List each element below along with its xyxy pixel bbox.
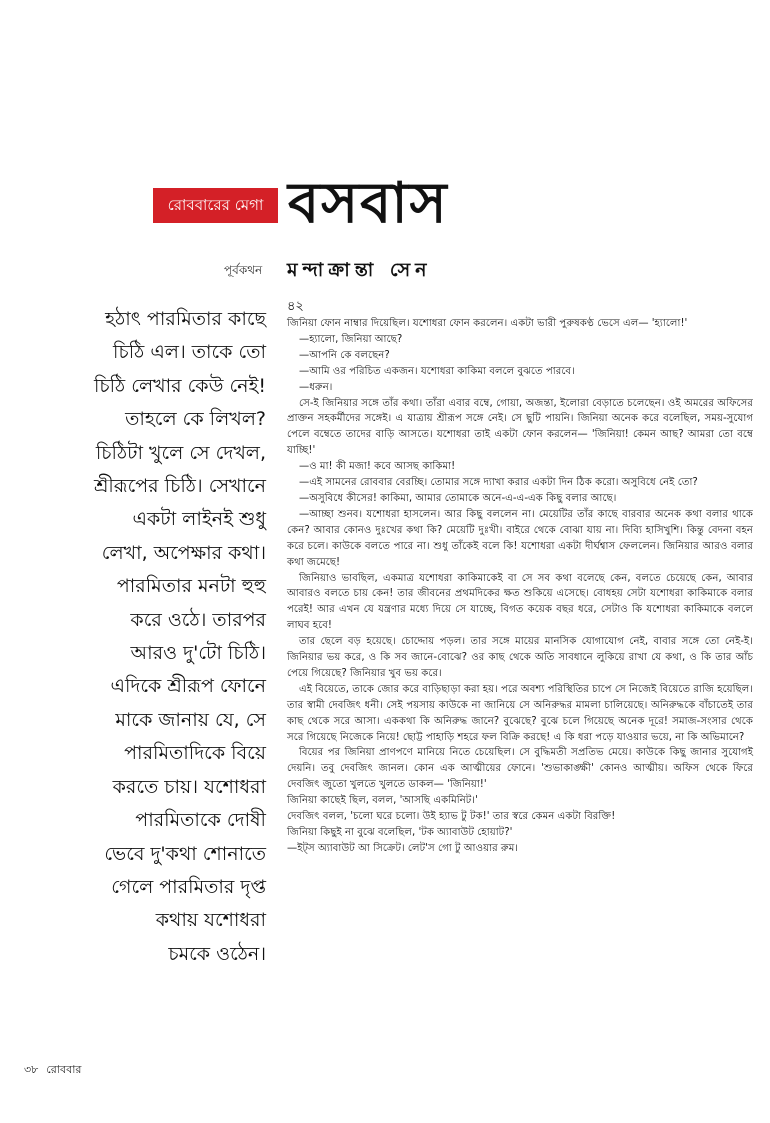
article-body (287, 316, 753, 857)
blurb-line: আরও দু'টো চিঠি। (130, 642, 266, 665)
blurb-line: করে ওঠে। তারপর (130, 608, 266, 631)
series-tag: রোববারের মেগা (153, 188, 278, 223)
blurb-line: পারমিতাদিকে বিয়ে (124, 742, 266, 765)
blurb-line: পারমিতাকে দোষী (135, 809, 266, 832)
page-footer (24, 1061, 90, 1080)
blurb-line: একটা লাইনই শুধু (132, 508, 266, 531)
article-paragraph: এই বিয়েতে, তাকে জোর করে বাড়িছাড়া করা হয়। পরে অবশ্য পরিস্থিতির চাপে সে নিজেই বিয়েতে রাজি হয়েছিল। তার স্বামী দেবজিৎ ধনী। সেই পয়সায় কাউকে না জানিয়ে সে অনিরুদ্ধর মামলা চালিয়েছে। অনিরুদ্ধকে বাঁচাতেই তার কাছ থেকে সরে আসা। এককথা কি অনিরুদ্ধ জানে? বুঝেছে? বুঝে চলে গিয়েছে অনেক দূরে! সমাজ-সংসার থেকে সরে গিয়েছে নিজেকে নিয়ে! ছোট্ট পাহাড়ি শহরে ফল বিক্রি করছে! এ কি ধরা পড়ে যাওয়ার ভয়ে, না কি অভিমানে? (287, 683, 753, 743)
article-paragraph: বিয়ের পর জিনিয়া প্রাণপণে মানিয়ে নিতে চেয়েছিল। সে বুদ্ধিমতী সপ্রতিভ মেয়ে। কাউকে কিছু জানার সুযোগই দেয়নি। তবু দেবজিৎ জানল। কোন এক আত্মীয়ের ফোনে। 'শুভাকাঙ্ক্ষী' কোনও আত্মীয়। অফিস থেকে ফিরে দেবজিৎ জুতো খুলতে খুলতে ডাকল— 'জিনিয়া!' (287, 747, 753, 791)
blurb-line: এদিকে শ্রীরূপ ফোনে (110, 675, 266, 698)
summary-blurb (36, 303, 266, 971)
page-number: ৩৮ (24, 1063, 39, 1076)
article-paragraph: —ও মা! কী মজা! কবে আসছ কাকিমা! (299, 461, 456, 473)
article-paragraph: —ইট্স অ্যাবাউট আ সিক্রেট। লেট'স গো টু আওয়ার রুম। (287, 842, 519, 854)
article-paragraph: সে-ই জিনিয়ার সঙ্গে তাঁর কথা। তাঁরা এবার বম্বে, গোয়া, অজন্তা, ইলোরা বেড়াতে চলেছেন। ওই অমরের অফিসের প্রাক্তন সহকর্মীদের সঙ্গেই। এ যাত্রায় শ্রীরূপ সঙ্গে নেই। সে ছুটি পায়নি। জিনিয়া অনেক করে বলেছিল, সময়-সুযোগ পেলে বম্বেতে তাদের বাড়ি আসতে। যশোধরা তাই একটা ফোন করলেন— 'জিনিয়া! কেমন আছ? আমরা তো বম্বে যাচ্ছি!' (287, 397, 753, 457)
blurb-line: চিঠি এল। তাকে তো (113, 341, 266, 364)
blurb-line: গেলে পারমিতার দৃপ্ত (111, 875, 266, 898)
article-paragraph: —ধরুন। (299, 381, 333, 393)
blurb-line: করতে চায়। যশোধরা (112, 775, 266, 798)
article-paragraph: —এই সামনের রোববার বেরচ্ছি। তোমার সঙ্গে দ্যাখা করার একটা দিন ঠিক করো। অসুবিধে নেই তো? (299, 477, 698, 489)
blurb-line: শ্রীরূপের চিঠি। সেখানে (94, 475, 266, 498)
article-paragraph: জিনিয়া কাছেই ছিল, বলল, 'আসছি একমিনিট।' (287, 795, 478, 807)
blurb-line: পারমিতার মনটা হুহু (116, 575, 266, 598)
article-paragraph: —আমি ওর পরিচিত একজন। যশোধরা কাকিমা বললে বুঝতে পারবে। (299, 365, 575, 377)
blurb-line: চমকে ওঠেন। (168, 942, 266, 965)
blurb-line: লেখা, অপেক্ষার কথা। (101, 541, 266, 564)
article-paragraph: জিনিয়াও ভাবছিল, একমাত্র যশোধরা কাকিমাকেই বা সে সব কথা বলেছে কেন, বলতে চেয়েছে কেন, আবার আবারও বলতে চায় কেন! তার জীবনের প্রথমদিকের ক্ষত শুকিয়ে এসেছে। বোধহয় সেটা যশোধরা কাকিমাকে বলার পরেই! আর এখন যে যন্ত্রণার মধ্যে দিয়ে সে যাচ্ছে, বিগত কয়েক বছর ধরে, সেটাও কি যশোধরা কাকিমাকে বললে লাঘব হবে! (287, 572, 753, 632)
article-paragraph: জিনিয়া ফোন নাম্বার দিয়েছিল। যশোধরা ফোন করলেন। একটা ভারী পুরুষকণ্ঠ ভেসে এল— 'হ্যালো!' (287, 318, 688, 329)
article-paragraph: জিনিয়া কিছুই না বুঝে বলেছিল, 'টক অ্যাবাউট হোয়াট?' (287, 827, 513, 838)
article-paragraph: —হ্যালো, জিনিয়া আছে? (299, 333, 403, 345)
prelude-label: পূর্বকথন (224, 263, 263, 277)
article-paragraph: —আপনি কে বলছেন? (299, 349, 390, 361)
blurb-line: ভেবে দু'কথা শোনাতে (104, 842, 266, 865)
blurb-line: মাকে জানায় যে, সে (115, 708, 266, 731)
blurb-line: চিঠিটা খুলে সে দেখল, (95, 441, 266, 464)
article-paragraph: —আচ্ছা শুনব। যশোধরা হাসলেন। আর কিছু বললেন না। মেয়েটির তাঁর কাছে বারবার অনেক কথা বলার থাকে কেন? আবার কোনও দুঃখের কথা কি? মেয়েটি দুঃখী। বাইরে থেকে বোঝা যায় না। দিব্যি হাসিখুশি। কিন্তু বেদনা বহন করে চলে। কাউকে বলতে পারে না। শুধু তাঁকেই বলে কি! যশোধরা একটা দীর্ঘশ্বাস ফেললেন। জিনিয়ার আরও বলার কথা জমেছে! (287, 508, 753, 568)
magazine-name: রোববার (46, 1063, 82, 1076)
blurb-line: চিঠি লেখার কেউ নেই! (93, 374, 266, 397)
article-paragraph: দেবজিৎ বলল, 'চলো ঘরে চলো। উই হ্যাভ টু টক!' তার স্বরে কেমন একটা বিরক্তি! (287, 811, 616, 823)
blurb-line: কথায় যশোধরা (155, 909, 266, 932)
story-title: বসবাস (288, 171, 449, 236)
episode-number: ৪২ (287, 299, 304, 314)
author-name: মন্দাক্রান্তা সেন (287, 259, 432, 281)
article-paragraph: তার ছেলে বড় হয়েছে। চোদ্দোয় পড়ল। তার সঙ্গে মায়ের মানসিক যোগাযোগ নেই, বাবার সঙ্গে তো নেই-ই। জিনিয়ার ভয় করে, ও কি সব জানে-বোঝে? ওর কাছ থেকে অতি সাবধানে লুকিয়ে রাখা যে কথা, ও কি তার আঁচ পেয়ে গিয়েছে? জিনিয়ার খুব ভয় করে। (287, 636, 753, 679)
blurb-line: তাহলে কে লিখল? (125, 408, 266, 431)
blurb-line: হঠাৎ পারমিতার কাছে (105, 308, 266, 330)
article-paragraph: —অসুবিধে কীসের! কাকিমা, আমার তোমাকে অনে-এ-এ-এক কিছু বলার আছে। (299, 492, 617, 504)
